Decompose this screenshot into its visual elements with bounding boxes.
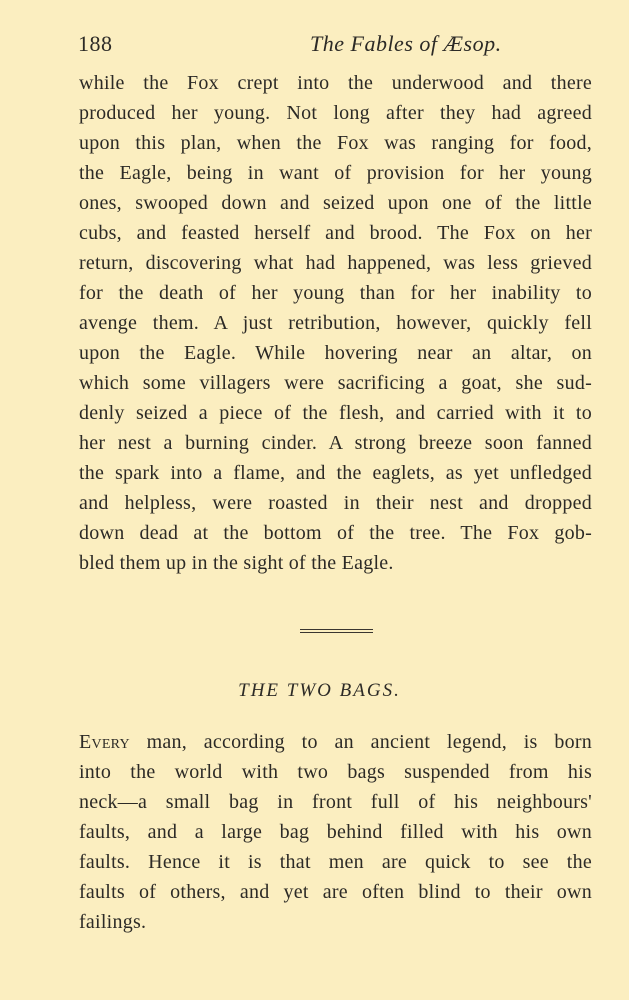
- text-line: cubs, and feasted herself and brood. The Fox on her: [79, 222, 592, 244]
- text-line: her nest a burning cinder. A strong breeze soon fanned: [79, 432, 592, 454]
- fable-one-body: [79, 68, 592, 578]
- text-line: upon this plan, when the Fox was ranging for food,: [79, 132, 592, 154]
- text-line: which some villagers were sacrificing a goat, she sud-: [79, 372, 592, 394]
- text-line: produced her young. Not long after they had agreed: [79, 102, 592, 124]
- page-number: 188: [78, 31, 113, 56]
- text-line: the Eagle, being in want of provision for her young: [79, 162, 592, 184]
- text-line: ones, swooped down and seized upon one of the little: [79, 192, 592, 214]
- text-line: faults. Hence it is that men are quick to see the: [79, 851, 592, 873]
- section-divider: [300, 629, 373, 630]
- opening-line-text: man, according to an ancient legend, is born: [129, 731, 592, 753]
- text-line: avenge them. A just retribution, however, quickly fell: [79, 312, 592, 334]
- text-line: failings.: [79, 911, 147, 933]
- text-line: for the death of her young than for her inability to: [79, 282, 592, 304]
- text-line: return, discovering what had happened, was less grieved: [79, 252, 592, 274]
- text-line: [79, 727, 592, 757]
- text-line: faults of others, and yet are often blind to their own: [79, 881, 592, 903]
- text-line: and helpless, were roasted in their nest and dropped: [79, 492, 592, 514]
- page-header: [78, 31, 594, 61]
- text-line: while the Fox crept into the underwood and there: [79, 72, 592, 94]
- text-line: upon the Eagle. While hovering near an altar, on: [79, 342, 592, 364]
- fable-two-body: [79, 727, 592, 937]
- text-line: faults, and a large bag behind filled with his own: [79, 821, 592, 843]
- fable-title: THE TWO BAGS.: [238, 680, 401, 701]
- text-line: into the world with two bags suspended from his: [79, 761, 592, 783]
- opening-word: Every: [79, 731, 130, 753]
- text-line: bled them up in the sight of the Eagle.: [79, 552, 394, 574]
- text-line: the spark into a flame, and the eaglets, as yet unfledged: [79, 462, 592, 484]
- text-line: down dead at the bottom of the tree. The Fox gob-: [79, 522, 592, 544]
- running-title: The Fables of Æsop.: [310, 31, 502, 56]
- text-line: denly seized a piece of the flesh, and carried with it to: [79, 402, 592, 424]
- text-line: neck—a small bag in front full of his neighbours': [79, 791, 592, 813]
